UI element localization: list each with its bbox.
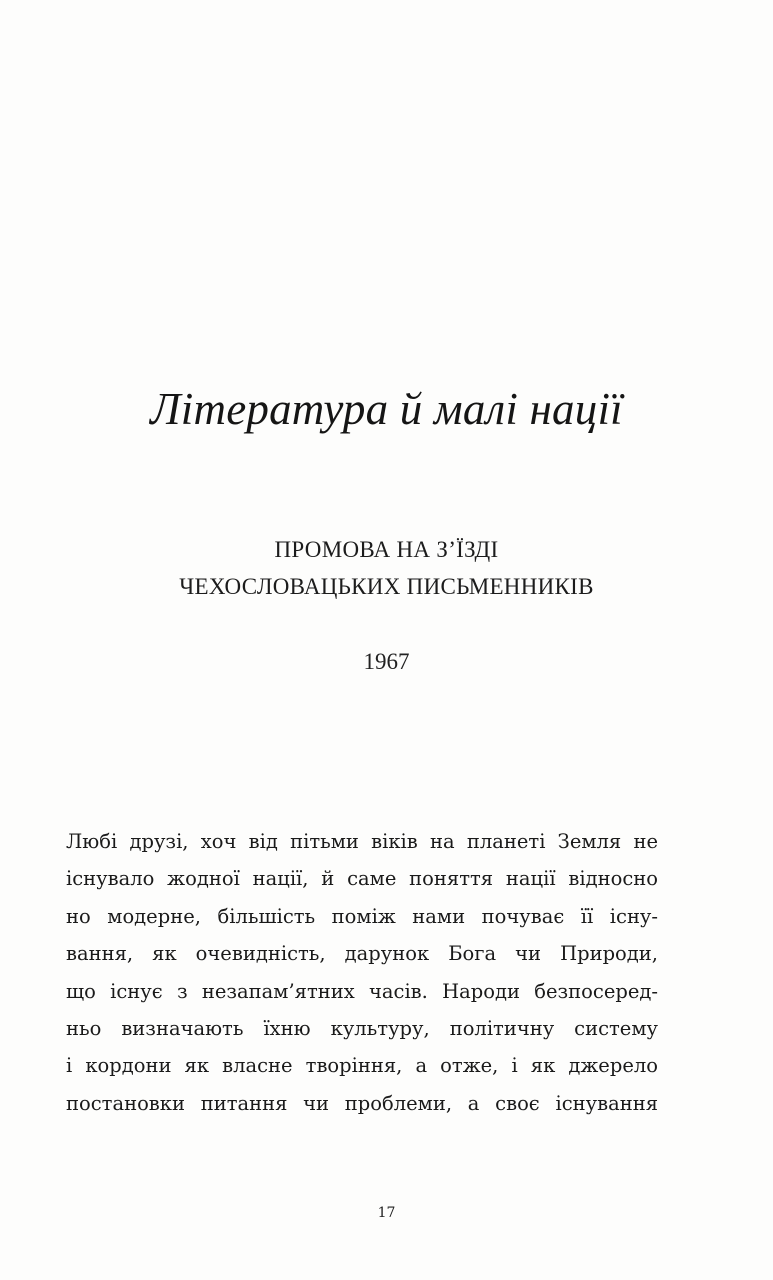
body-line: і кордони як власне творіння, а отже, і як джерело (66, 1054, 658, 1078)
chapter-year: 1967 (363, 649, 410, 674)
subtitle-line-1: ПРОМОВА НА З’ЇЗДІ (274, 537, 499, 562)
body-paragraph (66, 823, 658, 1122)
body-line: вання, як очевидність, дарунок Бога чи Природи, (66, 942, 658, 966)
body-line: постановки питання чи проблеми, а своє існування (66, 1091, 658, 1115)
body-line: но модерне, більшість поміж нами почуває її існу- (66, 904, 658, 928)
chapter-title: Література й малі нації (150, 384, 623, 434)
body-line: що існує з незапам’ятних часів. Народи безпосеред- (66, 979, 658, 1003)
page-number: 17 (377, 1205, 396, 1221)
chapter-subtitle (0, 531, 773, 605)
body-line: ньо визначають їхню культуру, політичну систему (66, 1016, 658, 1040)
subtitle-line-2: ЧЕХОСЛОВАЦЬКИХ ПИСЬМЕННИКІВ (179, 574, 594, 599)
body-line: існувало жодної нації, й саме поняття нації відносно (66, 867, 658, 891)
body-line: Любі друзі, хоч від пітьми віків на планеті Земля не (66, 830, 658, 853)
